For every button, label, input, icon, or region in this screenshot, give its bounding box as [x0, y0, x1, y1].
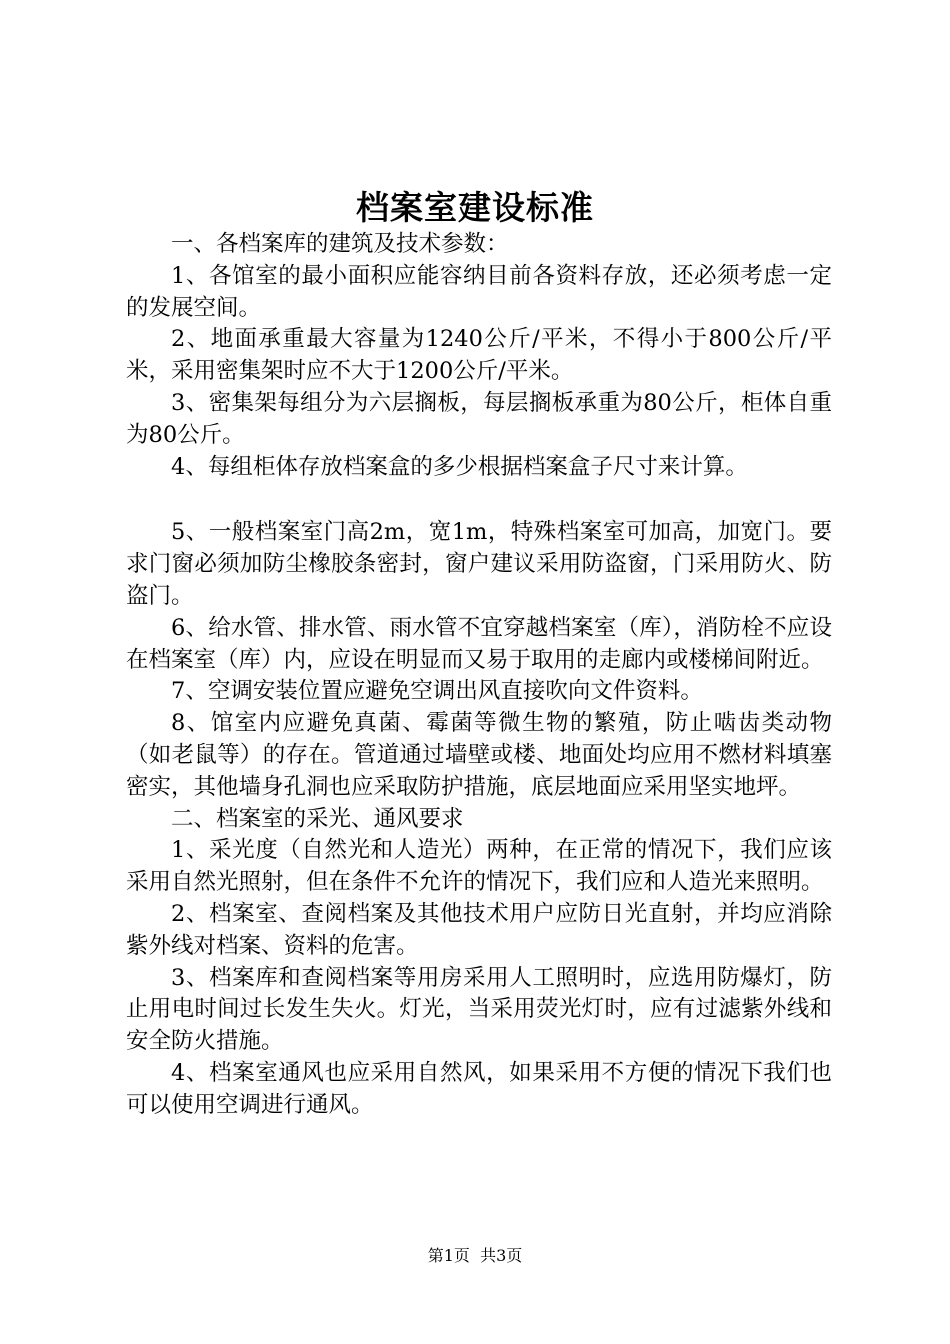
section-heading-1: 一、各档案库的建筑及技术参数： [171, 231, 509, 257]
page-number: 第1页 [427, 1246, 470, 1265]
paragraph: 4、档案室通风也应采用自然风，如果采用不方便的情况下我们也可以使用空调进行通风。 [126, 1059, 832, 1118]
paragraph: 8、馆室内应避免真菌、霉菌等微生物的繁殖，防止啮齿类动物（如老鼠等）的存在。管道通过墙壁或楼、地面处均应用不燃材料填塞密实，其他墙身孔洞也应采取防护措施，底层地面应采用坚实地坪。 [126, 710, 832, 800]
paragraph: 2、地面承重最大容量为1240公斤/平米，不得小于800公斤/平米，采用密集架时应不大于1200公斤/平米。 [126, 326, 832, 385]
paragraph: 2、档案室、查阅档案及其他技术用户应防日光直射，并均应消除紫外线对档案、资料的危害。 [126, 900, 832, 959]
paragraph: 3、档案库和查阅档案等用房采用人工照明时，应选用防爆灯，防止用电时间过长发生失火。灯光，当采用荧光灯时，应有过滤紫外线和安全防火措施。 [126, 964, 832, 1055]
paragraph: 3、密集架每组分为六层搁板，每层搁板承重为80公斤，柜体自重为80公斤。 [126, 389, 832, 448]
paragraph: 4、每组柜体存放档案盒的多少根据档案盒子尺寸来计算。 [171, 453, 748, 480]
paragraph: 5、一般档案室门高2m，宽1m，特殊档案室可加高，加宽门。要求门窗必须加防尘橡胶条密封，窗户建议采用防盗窗，门采用防火、防盗门。 [126, 519, 832, 609]
paragraph: 6、给水管、排水管、雨水管不宜穿越档案室（库），消防栓不应设在档案室（库）内，应设在明显而又易于取用的走廊内或楼梯间附近。 [126, 614, 832, 673]
paragraph: 1、采光度（自然光和人造光）两种，在正常的情况下，我们应该采用自然光照射，但在条件不允许的情况下，我们应和人造光来照明。 [126, 837, 832, 896]
document-body [126, 229, 832, 1122]
section-heading-2: 二、档案室的采光、通风要求 [171, 805, 464, 832]
page-footer [0, 1246, 950, 1266]
paragraph: 1、各馆室的最小面积应能容纳目前各资料存放，还必须考虑一定的发展空间。 [126, 262, 832, 321]
document-title: 档案室建设标准 [356, 188, 594, 227]
page-total: 共3页 [480, 1246, 523, 1265]
paragraph: 7、空调安装位置应避免空调出风直接吹向文件资料。 [171, 678, 703, 705]
